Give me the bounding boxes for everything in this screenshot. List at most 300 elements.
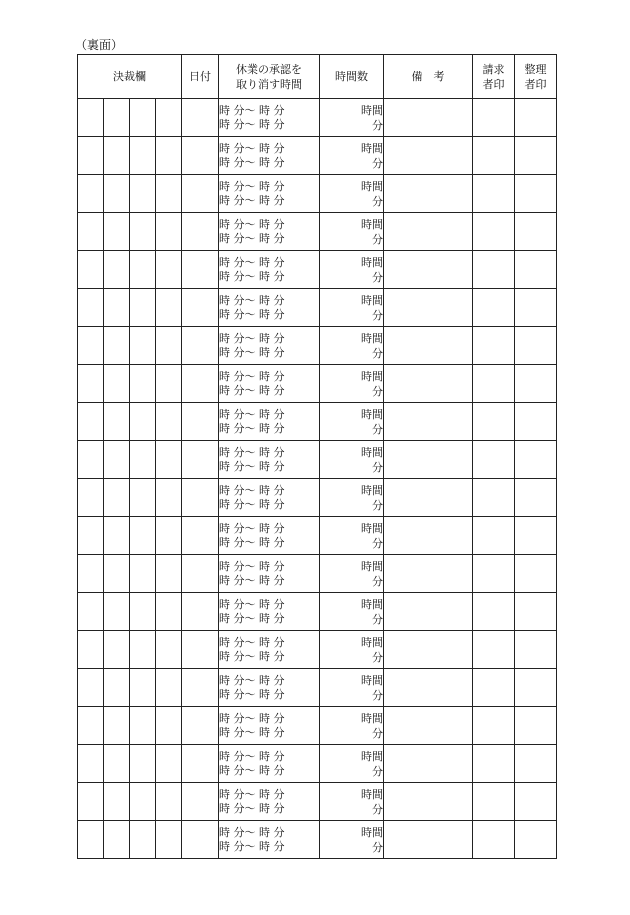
approval-stamp-cell[interactable] <box>104 99 130 137</box>
hours-line-1: 時間 <box>361 521 383 535</box>
cancel-time-cell[interactable] <box>219 783 320 821</box>
hours-cell[interactable] <box>320 251 384 289</box>
approval-stamp-cell[interactable] <box>130 669 156 707</box>
table-row <box>78 441 557 479</box>
approval-stamp-cell[interactable] <box>156 403 182 441</box>
cancel-time-cell[interactable] <box>219 251 320 289</box>
approval-stamp-cell[interactable] <box>104 707 130 745</box>
organizer-seal-cell[interactable] <box>515 251 557 289</box>
remarks-cell[interactable] <box>384 137 473 175</box>
remarks-cell[interactable] <box>384 403 473 441</box>
approval-stamp-cell[interactable] <box>130 479 156 517</box>
approval-stamp-cell[interactable] <box>104 175 130 213</box>
approval-stamp-cell[interactable] <box>104 213 130 251</box>
remarks-cell[interactable] <box>384 441 473 479</box>
cancel-time-cell[interactable] <box>219 175 320 213</box>
remarks-cell[interactable] <box>384 99 473 137</box>
organizer-seal-cell[interactable] <box>515 99 557 137</box>
table-row <box>78 365 557 403</box>
approval-stamp-cell[interactable] <box>104 365 130 403</box>
date-cell[interactable] <box>182 821 219 859</box>
approval-stamp-cell[interactable] <box>104 517 130 555</box>
hours-line-2: 分 <box>372 802 383 816</box>
table-row <box>78 555 557 593</box>
header-cancel-time <box>219 55 320 99</box>
cancel-time-cell[interactable] <box>219 289 320 327</box>
hours-cell[interactable] <box>320 365 384 403</box>
date-cell[interactable] <box>182 745 219 783</box>
date-cell[interactable] <box>182 289 219 327</box>
table-body <box>78 99 557 859</box>
cancel-time-line-2: 時 分～ 時 分 <box>219 573 285 587</box>
leave-cancellation-table <box>77 54 557 859</box>
cancel-time-line-2: 時 分～ 時 分 <box>219 611 285 625</box>
cancel-time-line-2: 時 分～ 時 分 <box>219 839 285 853</box>
hours-line-2: 分 <box>372 422 383 436</box>
requester-seal-cell[interactable] <box>473 99 515 137</box>
cancel-time-cell[interactable] <box>219 479 320 517</box>
remarks-cell[interactable] <box>384 251 473 289</box>
date-cell[interactable] <box>182 479 219 517</box>
approval-stamp-cell[interactable] <box>156 441 182 479</box>
date-cell[interactable] <box>182 403 219 441</box>
requester-seal-cell[interactable] <box>473 289 515 327</box>
approval-stamp-cell[interactable] <box>130 821 156 859</box>
table-row <box>78 783 557 821</box>
approval-stamp-cell[interactable] <box>130 517 156 555</box>
hours-line-1: 時間 <box>361 369 383 383</box>
date-cell[interactable] <box>182 669 219 707</box>
hours-line-1: 時間 <box>361 407 383 421</box>
approval-stamp-cell[interactable] <box>78 517 104 555</box>
cancel-time-cell[interactable] <box>219 631 320 669</box>
remarks-cell[interactable] <box>384 745 473 783</box>
organizer-seal-cell[interactable] <box>515 555 557 593</box>
hours-cell[interactable] <box>320 593 384 631</box>
approval-stamp-cell[interactable] <box>156 783 182 821</box>
header-hours: 時間数 <box>320 55 384 99</box>
table-row <box>78 821 557 859</box>
remarks-cell[interactable] <box>384 631 473 669</box>
hours-cell[interactable] <box>320 175 384 213</box>
date-cell[interactable] <box>182 631 219 669</box>
hours-line-2: 分 <box>372 308 383 322</box>
approval-stamp-cell[interactable] <box>130 175 156 213</box>
cancel-time-cell[interactable] <box>219 669 320 707</box>
header-cancel-time-line1: 休業の承認を <box>236 62 302 76</box>
cancel-time-cell[interactable] <box>219 137 320 175</box>
cancel-time-line-2: 時 分～ 時 分 <box>219 763 285 777</box>
approval-stamp-cell[interactable] <box>156 555 182 593</box>
requester-seal-cell[interactable] <box>473 365 515 403</box>
cancel-time-line-2: 時 分～ 時 分 <box>219 269 285 283</box>
requester-seal-cell[interactable] <box>473 555 515 593</box>
cancel-time-line-1: 時 分～ 時 分 <box>219 483 285 497</box>
hours-cell[interactable] <box>320 821 384 859</box>
cancel-time-cell[interactable] <box>219 365 320 403</box>
organizer-seal-cell[interactable] <box>515 783 557 821</box>
cancel-time-cell[interactable] <box>219 213 320 251</box>
approval-stamp-cell[interactable] <box>78 327 104 365</box>
date-cell[interactable] <box>182 175 219 213</box>
organizer-seal-cell[interactable] <box>515 745 557 783</box>
cancel-time-line-2: 時 分～ 時 分 <box>219 421 285 435</box>
cancel-time-line-1: 時 分～ 時 分 <box>219 445 285 459</box>
cancel-time-line-1: 時 分～ 時 分 <box>219 255 285 269</box>
hours-line-1: 時間 <box>361 673 383 687</box>
approval-stamp-cell[interactable] <box>130 251 156 289</box>
date-cell[interactable] <box>182 707 219 745</box>
header-cancel-time-line2: 取り消す時間 <box>236 77 302 91</box>
cancel-time-line-2: 時 分～ 時 分 <box>219 535 285 549</box>
header-requester-seal-line2: 者印 <box>482 77 505 91</box>
cancel-time-line-1: 時 分～ 時 分 <box>219 369 285 383</box>
hours-line-2: 分 <box>372 498 383 512</box>
hours-line-1: 時間 <box>361 559 383 573</box>
cancel-time-line-1: 時 分～ 時 分 <box>219 559 285 573</box>
date-cell[interactable] <box>182 783 219 821</box>
approval-stamp-cell[interactable] <box>104 327 130 365</box>
approval-stamp-cell[interactable] <box>104 403 130 441</box>
cancel-time-cell[interactable] <box>219 517 320 555</box>
approval-stamp-cell[interactable] <box>130 365 156 403</box>
approval-stamp-cell[interactable] <box>104 745 130 783</box>
approval-stamp-cell[interactable] <box>78 479 104 517</box>
hours-cell[interactable] <box>320 783 384 821</box>
approval-stamp-cell[interactable] <box>130 593 156 631</box>
cancel-time-line-1: 時 分～ 時 分 <box>219 141 285 155</box>
cancel-time-line-2: 時 分～ 時 分 <box>219 117 285 131</box>
approval-stamp-cell[interactable] <box>78 555 104 593</box>
requester-seal-cell[interactable] <box>473 441 515 479</box>
approval-stamp-cell[interactable] <box>156 137 182 175</box>
requester-seal-cell[interactable] <box>473 669 515 707</box>
cancel-time-line-1: 時 分～ 時 分 <box>219 407 285 421</box>
hours-cell[interactable] <box>320 479 384 517</box>
hours-line-1: 時間 <box>361 103 383 117</box>
cancel-time-cell[interactable] <box>219 99 320 137</box>
hours-line-1: 時間 <box>361 635 383 649</box>
approval-stamp-cell[interactable] <box>156 213 182 251</box>
hours-cell[interactable] <box>320 441 384 479</box>
hours-line-1: 時間 <box>361 217 383 231</box>
approval-stamp-cell[interactable] <box>78 289 104 327</box>
approval-stamp-cell[interactable] <box>104 821 130 859</box>
approval-stamp-cell[interactable] <box>78 593 104 631</box>
organizer-seal-cell[interactable] <box>515 479 557 517</box>
organizer-seal-cell[interactable] <box>515 517 557 555</box>
organizer-seal-cell[interactable] <box>515 137 557 175</box>
remarks-cell[interactable] <box>384 707 473 745</box>
approval-stamp-cell[interactable] <box>156 821 182 859</box>
hours-line-2: 分 <box>372 726 383 740</box>
approval-stamp-cell[interactable] <box>78 441 104 479</box>
cancel-time-line-2: 時 分～ 時 分 <box>219 193 285 207</box>
organizer-seal-cell[interactable] <box>515 821 557 859</box>
hours-cell[interactable] <box>320 669 384 707</box>
approval-stamp-cell[interactable] <box>130 555 156 593</box>
table-row <box>78 669 557 707</box>
cancel-time-line-1: 時 分～ 時 分 <box>219 787 285 801</box>
organizer-seal-cell[interactable] <box>515 365 557 403</box>
hours-line-1: 時間 <box>361 597 383 611</box>
organizer-seal-cell[interactable] <box>515 593 557 631</box>
date-cell[interactable] <box>182 99 219 137</box>
header-row <box>78 55 557 99</box>
hours-line-2: 分 <box>372 688 383 702</box>
approval-stamp-cell[interactable] <box>130 137 156 175</box>
date-cell[interactable] <box>182 441 219 479</box>
hours-cell[interactable] <box>320 555 384 593</box>
requester-seal-cell[interactable] <box>473 783 515 821</box>
header-organizer-seal-line2: 者印 <box>524 77 547 91</box>
approval-stamp-cell[interactable] <box>130 327 156 365</box>
cancel-time-cell[interactable] <box>219 555 320 593</box>
approval-stamp-cell[interactable] <box>104 251 130 289</box>
approval-stamp-cell[interactable] <box>78 175 104 213</box>
approval-stamp-cell[interactable] <box>156 327 182 365</box>
table-row <box>78 593 557 631</box>
approval-stamp-cell[interactable] <box>78 745 104 783</box>
organizer-seal-cell[interactable] <box>515 707 557 745</box>
date-cell[interactable] <box>182 555 219 593</box>
cancel-time-line-1: 時 分～ 時 分 <box>219 825 285 839</box>
requester-seal-cell[interactable] <box>473 821 515 859</box>
approval-stamp-cell[interactable] <box>130 745 156 783</box>
hours-cell[interactable] <box>320 137 384 175</box>
approval-stamp-cell[interactable] <box>130 783 156 821</box>
hours-line-2: 分 <box>372 840 383 854</box>
cancel-time-line-1: 時 分～ 時 分 <box>219 521 285 535</box>
hours-cell[interactable] <box>320 403 384 441</box>
table-row <box>78 137 557 175</box>
remarks-cell[interactable] <box>384 365 473 403</box>
approval-stamp-cell[interactable] <box>156 669 182 707</box>
hours-line-1: 時間 <box>361 255 383 269</box>
cancel-time-line-1: 時 分～ 時 分 <box>219 673 285 687</box>
approval-stamp-cell[interactable] <box>104 289 130 327</box>
table-row <box>78 175 557 213</box>
cancel-time-line-2: 時 分～ 時 分 <box>219 497 285 511</box>
table-row <box>78 631 557 669</box>
table-row <box>78 745 557 783</box>
approval-stamp-cell[interactable] <box>156 707 182 745</box>
hours-line-1: 時間 <box>361 445 383 459</box>
approval-stamp-cell[interactable] <box>156 175 182 213</box>
approval-stamp-cell[interactable] <box>156 99 182 137</box>
cancel-time-cell[interactable] <box>219 593 320 631</box>
approval-stamp-cell[interactable] <box>130 99 156 137</box>
hours-line-1: 時間 <box>361 749 383 763</box>
cancel-time-line-1: 時 分～ 時 分 <box>219 103 285 117</box>
header-requester-seal-line1: 請求 <box>482 62 505 76</box>
date-cell[interactable] <box>182 517 219 555</box>
hours-line-2: 分 <box>372 574 383 588</box>
requester-seal-cell[interactable] <box>473 403 515 441</box>
remarks-cell[interactable] <box>384 289 473 327</box>
requester-seal-cell[interactable] <box>473 327 515 365</box>
requester-seal-cell[interactable] <box>473 175 515 213</box>
header-organizer-seal-line1: 整理 <box>524 62 547 76</box>
approval-stamp-cell[interactable] <box>130 441 156 479</box>
cancel-time-line-1: 時 分～ 時 分 <box>219 749 285 763</box>
hours-line-2: 分 <box>372 460 383 474</box>
hours-cell[interactable] <box>320 289 384 327</box>
approval-stamp-cell[interactable] <box>156 365 182 403</box>
remarks-cell[interactable] <box>384 327 473 365</box>
organizer-seal-cell[interactable] <box>515 403 557 441</box>
organizer-seal-cell[interactable] <box>515 175 557 213</box>
remarks-cell[interactable] <box>384 593 473 631</box>
table-row <box>78 479 557 517</box>
header-approval: 決裁欄 <box>78 55 182 99</box>
requester-seal-cell[interactable] <box>473 251 515 289</box>
cancel-time-line-1: 時 分～ 時 分 <box>219 217 285 231</box>
approval-stamp-cell[interactable] <box>104 441 130 479</box>
requester-seal-cell[interactable] <box>473 707 515 745</box>
cancel-time-line-2: 時 分～ 時 分 <box>219 801 285 815</box>
hours-line-2: 分 <box>372 270 383 284</box>
approval-stamp-cell[interactable] <box>156 517 182 555</box>
approval-stamp-cell[interactable] <box>104 631 130 669</box>
cancel-time-line-1: 時 分～ 時 分 <box>219 331 285 345</box>
approval-stamp-cell[interactable] <box>78 783 104 821</box>
page-label: （裏面） <box>75 38 124 52</box>
requester-seal-cell[interactable] <box>473 517 515 555</box>
date-cell[interactable] <box>182 213 219 251</box>
approval-stamp-cell[interactable] <box>104 783 130 821</box>
requester-seal-cell[interactable] <box>473 479 515 517</box>
approval-stamp-cell[interactable] <box>130 289 156 327</box>
hours-line-2: 分 <box>372 156 383 170</box>
cancel-time-line-2: 時 分～ 時 分 <box>219 383 285 397</box>
cancel-time-line-2: 時 分～ 時 分 <box>219 649 285 663</box>
approval-stamp-cell[interactable] <box>156 631 182 669</box>
hours-line-1: 時間 <box>361 179 383 193</box>
approval-stamp-cell[interactable] <box>156 289 182 327</box>
requester-seal-cell[interactable] <box>473 745 515 783</box>
cancel-time-line-2: 時 分～ 時 分 <box>219 345 285 359</box>
hours-line-2: 分 <box>372 536 383 550</box>
remarks-cell[interactable] <box>384 175 473 213</box>
approval-stamp-cell[interactable] <box>130 631 156 669</box>
hours-cell[interactable] <box>320 745 384 783</box>
cancel-time-cell[interactable] <box>219 403 320 441</box>
table-row <box>78 99 557 137</box>
organizer-seal-cell[interactable] <box>515 327 557 365</box>
hours-line-2: 分 <box>372 650 383 664</box>
approval-stamp-cell[interactable] <box>156 251 182 289</box>
cancel-time-cell[interactable] <box>219 327 320 365</box>
hours-line-1: 時間 <box>361 293 383 307</box>
remarks-cell[interactable] <box>384 783 473 821</box>
approval-stamp-cell[interactable] <box>130 403 156 441</box>
hours-cell[interactable] <box>320 631 384 669</box>
table-row <box>78 327 557 365</box>
approval-stamp-cell[interactable] <box>78 707 104 745</box>
requester-seal-cell[interactable] <box>473 213 515 251</box>
organizer-seal-cell[interactable] <box>515 631 557 669</box>
date-cell[interactable] <box>182 593 219 631</box>
remarks-cell[interactable] <box>384 669 473 707</box>
hours-line-2: 分 <box>372 764 383 778</box>
cancel-time-line-2: 時 分～ 時 分 <box>219 231 285 245</box>
remarks-cell[interactable] <box>384 517 473 555</box>
cancel-time-line-2: 時 分～ 時 分 <box>219 725 285 739</box>
organizer-seal-cell[interactable] <box>515 213 557 251</box>
remarks-cell[interactable] <box>384 555 473 593</box>
remarks-cell[interactable] <box>384 213 473 251</box>
cancel-time-cell[interactable] <box>219 441 320 479</box>
approval-stamp-cell[interactable] <box>104 669 130 707</box>
requester-seal-cell[interactable] <box>473 593 515 631</box>
cancel-time-cell[interactable] <box>219 821 320 859</box>
cancel-time-cell[interactable] <box>219 707 320 745</box>
cancel-time-line-1: 時 分～ 時 分 <box>219 635 285 649</box>
organizer-seal-cell[interactable] <box>515 669 557 707</box>
organizer-seal-cell[interactable] <box>515 289 557 327</box>
approval-stamp-cell[interactable] <box>78 251 104 289</box>
cancel-time-line-1: 時 分～ 時 分 <box>219 179 285 193</box>
requester-seal-cell[interactable] <box>473 137 515 175</box>
cancel-time-cell[interactable] <box>219 745 320 783</box>
hours-cell[interactable] <box>320 707 384 745</box>
approval-stamp-cell[interactable] <box>78 365 104 403</box>
approval-stamp-cell[interactable] <box>78 403 104 441</box>
approval-stamp-cell[interactable] <box>104 593 130 631</box>
table-row <box>78 403 557 441</box>
approval-stamp-cell[interactable] <box>78 669 104 707</box>
hours-line-2: 分 <box>372 612 383 626</box>
table-row <box>78 517 557 555</box>
approval-stamp-cell[interactable] <box>104 479 130 517</box>
hours-line-2: 分 <box>372 194 383 208</box>
approval-stamp-cell[interactable] <box>156 745 182 783</box>
approval-stamp-cell[interactable] <box>78 213 104 251</box>
hours-line-2: 分 <box>372 232 383 246</box>
hours-line-1: 時間 <box>361 825 383 839</box>
approval-stamp-cell[interactable] <box>78 631 104 669</box>
header-requester-seal <box>473 55 515 99</box>
approval-stamp-cell[interactable] <box>78 821 104 859</box>
approval-stamp-cell[interactable] <box>156 593 182 631</box>
cancel-time-line-1: 時 分～ 時 分 <box>219 597 285 611</box>
remarks-cell[interactable] <box>384 821 473 859</box>
hours-line-1: 時間 <box>361 483 383 497</box>
date-cell[interactable] <box>182 365 219 403</box>
organizer-seal-cell[interactable] <box>515 441 557 479</box>
header-organizer-seal <box>515 55 557 99</box>
hours-cell[interactable] <box>320 213 384 251</box>
approval-stamp-cell[interactable] <box>78 137 104 175</box>
remarks-cell[interactable] <box>384 479 473 517</box>
date-cell[interactable] <box>182 137 219 175</box>
approval-stamp-cell[interactable] <box>104 555 130 593</box>
hours-cell[interactable] <box>320 99 384 137</box>
table-row <box>78 707 557 745</box>
approval-stamp-cell[interactable] <box>78 99 104 137</box>
date-cell[interactable] <box>182 327 219 365</box>
approval-stamp-cell[interactable] <box>130 707 156 745</box>
date-cell[interactable] <box>182 251 219 289</box>
requester-seal-cell[interactable] <box>473 631 515 669</box>
approval-stamp-cell[interactable] <box>156 479 182 517</box>
hours-cell[interactable] <box>320 327 384 365</box>
approval-stamp-cell[interactable] <box>104 137 130 175</box>
hours-line-1: 時間 <box>361 141 383 155</box>
approval-stamp-cell[interactable] <box>130 213 156 251</box>
hours-cell[interactable] <box>320 517 384 555</box>
